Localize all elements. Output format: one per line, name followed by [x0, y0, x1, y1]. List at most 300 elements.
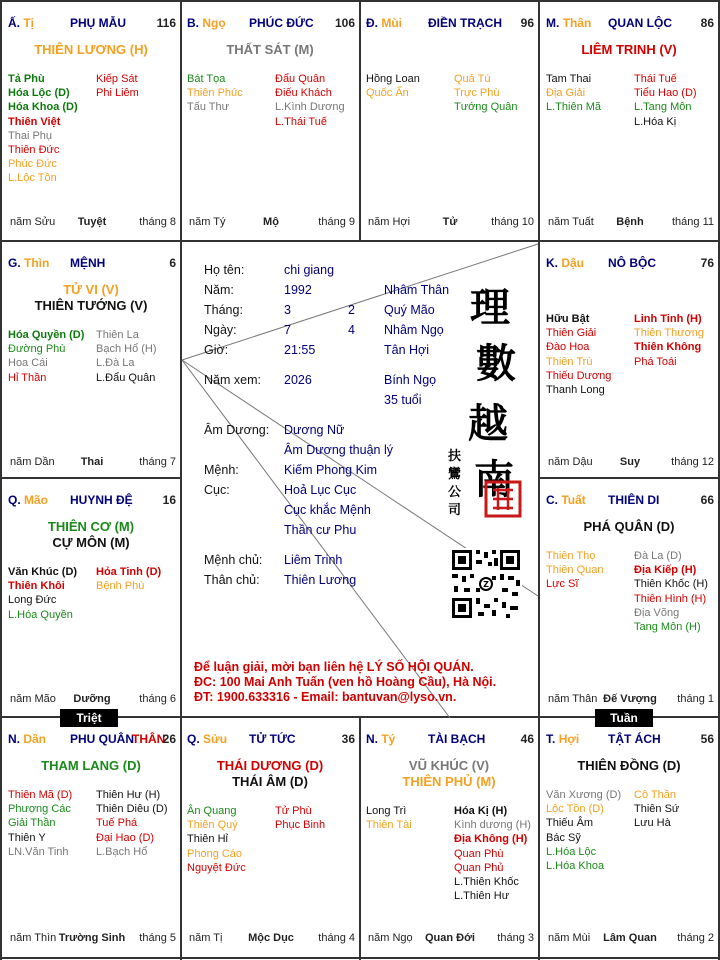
minor-star: Long Đức: [8, 594, 57, 607]
calligraphy-char: 南: [474, 456, 514, 503]
footer-year: năm Hợi: [368, 216, 411, 228]
minor-star: Hỏa Tinh (D): [96, 566, 162, 578]
minor-star: Hồng Loan: [366, 73, 420, 85]
minor-stars-left: [546, 788, 621, 873]
nam-value: 1992: [284, 283, 312, 297]
minor-stars-right: [454, 804, 531, 903]
calligraphy-char: 數: [476, 340, 516, 387]
minor-stars-left: [546, 549, 603, 592]
minor-star: Quan Phù: [454, 847, 504, 860]
gio-can-chi: Tân Hợi: [384, 343, 430, 357]
minor-star: Tang Môn (H): [634, 621, 701, 634]
minor-stars-right: [634, 788, 679, 831]
palace-branch: Ngọ: [202, 16, 226, 30]
minor-stars-right: [634, 549, 708, 634]
minor-star: Nguyệt Đức: [187, 861, 246, 874]
triet-badge: Triệt: [60, 709, 118, 727]
minor-star: Thiên Quý: [187, 819, 238, 832]
palace-age: 6: [169, 256, 176, 270]
palace-suu[interactable]: [181, 718, 359, 954]
palace-age: 86: [700, 16, 714, 30]
palace-footer: [546, 216, 714, 230]
gio-value: 21:55: [284, 343, 316, 357]
palace-header: [546, 16, 714, 30]
footer-year: năm Dậu: [548, 456, 593, 468]
minor-star: L.Hóa Kị: [634, 115, 677, 128]
ngay-can-chi: Nhâm Ngọ: [384, 323, 444, 337]
contact-line-1: Để luận giải, mời bạn liên hệ LÝ SỐ HỘI QUÁN.: [194, 660, 474, 674]
minor-star: Long Trì: [366, 805, 407, 817]
footer-year: năm Mão: [10, 693, 56, 705]
palace-location-prefix: B.: [187, 16, 199, 30]
footer-year: năm Sửu: [10, 216, 56, 228]
minor-star: Thiên Khốc (H): [634, 578, 708, 591]
thang-am: 2: [348, 303, 355, 317]
minor-star: Tả Phù: [8, 73, 45, 85]
main-stars: [181, 758, 359, 790]
footer-stage: Tử: [442, 216, 458, 228]
footer-year: năm Tuất: [548, 216, 594, 228]
cuc-note-2: Thần cư Phu: [284, 523, 357, 537]
tuoi-value: 35 tuổi: [384, 393, 422, 407]
palace-location: [546, 493, 586, 507]
palace-tuat[interactable]: [540, 479, 718, 715]
minor-star: Bệnh Phù: [96, 580, 145, 593]
palace-name: TẬT ÁCH: [608, 732, 661, 746]
minor-star: Tiểu Hao (D): [634, 87, 697, 100]
footer-stage: Bệnh: [616, 216, 644, 228]
palace-footer: [366, 932, 534, 946]
palace-branch: Sửu: [203, 732, 228, 746]
minor-star: Thái Tuế: [634, 73, 677, 85]
main-star: THAM LANG (D): [41, 758, 141, 773]
minor-stars-left: [8, 565, 77, 622]
minor-star: L.Thái Tuế: [275, 115, 327, 128]
palace-name: NÔ BỘC: [608, 256, 656, 270]
minor-star: Lưu Hà: [634, 817, 671, 830]
minor-star: Thiên Việt: [8, 115, 61, 128]
palace-branch: Tý: [381, 732, 396, 746]
footer-year: năm Thân: [548, 693, 598, 705]
palace-header: [8, 256, 176, 270]
minor-star: Thiên Hư (H): [96, 789, 161, 801]
minor-star: Bác Sỹ: [546, 831, 581, 844]
palace-location: [187, 16, 226, 30]
minor-star: Thiên Y: [8, 831, 46, 844]
minor-stars-left: [8, 788, 72, 859]
palace-footer: [546, 693, 714, 707]
palace-location: [8, 256, 49, 270]
palace-location-prefix: Ấ.: [8, 16, 20, 30]
minor-star: Thai Phụ: [8, 129, 53, 142]
main-stars: [2, 519, 180, 551]
palace-location: [366, 732, 395, 746]
main-star: THIÊN ĐỒNG (D): [577, 758, 681, 773]
main-stars: [540, 758, 718, 774]
minor-stars-left: [187, 72, 243, 115]
palace-footer: [8, 216, 176, 230]
minor-star: Văn Xương (D): [546, 789, 622, 801]
palace-footer: [8, 693, 176, 707]
main-star: TỬ VI (V): [63, 282, 119, 297]
palace-branch: Hợi: [558, 732, 580, 746]
minor-star: Địa Kiếp (H): [634, 564, 697, 577]
minor-stars-left: [187, 804, 246, 875]
palace-than[interactable]: [540, 2, 718, 238]
minor-star: L.Hóa Quyền: [8, 608, 73, 621]
nam-label: Năm:: [204, 283, 234, 297]
minor-star: L.Thiên Mã: [546, 101, 602, 114]
main-stars: [2, 758, 180, 774]
palace-branch: Tị: [23, 16, 35, 30]
minor-stars-left: [546, 312, 611, 397]
palace-branch: Mùi: [381, 16, 403, 30]
palace-age: 96: [520, 16, 534, 30]
footer-year: năm Dần: [10, 456, 55, 468]
palace-footer: [366, 216, 534, 230]
thang-label: Tháng:: [204, 303, 243, 317]
ho-ten-label: Họ tên:: [204, 263, 245, 277]
minor-star: Địa Võng: [634, 606, 680, 619]
palace-dan[interactable]: [2, 718, 180, 954]
footer-stage: Suy: [619, 456, 641, 468]
main-stars: [181, 42, 359, 58]
am-duong-value: Dương Nữ: [284, 423, 345, 437]
footer-year: năm Tý: [189, 216, 226, 228]
palace-location-prefix: Đ.: [366, 16, 378, 30]
palace-location-prefix: M.: [546, 16, 560, 30]
main-star: THIÊN CƠ (M): [47, 519, 135, 534]
footer-month: tháng 1: [677, 693, 714, 705]
main-star: CỰ MÔN (M): [52, 535, 130, 550]
ho-ten-value: chi giang: [284, 263, 335, 277]
than-marker: THÂN: [132, 732, 166, 746]
cuc-note-1: Cục khắc Mệnh: [284, 503, 371, 517]
minor-star: Tấu Thư: [187, 101, 230, 114]
minor-star: Hỉ Thần: [8, 371, 47, 384]
palace-name: TỬ TỨC: [249, 732, 296, 746]
minor-star: Thiên Thọ: [546, 550, 596, 562]
main-star: THẤT SÁT (M): [226, 42, 314, 57]
minor-star: Bạch Hổ (H): [96, 343, 157, 356]
minor-star: Kiếp Sát: [96, 73, 138, 85]
minor-star: Hóa Khoa (D): [8, 101, 78, 114]
minor-star: Thiên Mã (D): [8, 789, 73, 801]
minor-star: Thiên Không: [634, 341, 702, 354]
palace-branch: Thìn: [24, 256, 50, 270]
palace-mao[interactable]: [2, 479, 180, 715]
minor-star: Phượng Các: [8, 803, 71, 816]
cuc-label: Cục:: [204, 483, 230, 497]
menh-chu-value: Liêm Trinh: [284, 553, 343, 567]
footer-stage: Trường Sinh: [58, 932, 126, 944]
palace-header: [546, 732, 714, 746]
palace-header: [8, 732, 176, 746]
minor-star: Lộc Tồn (D): [546, 803, 604, 816]
palace-location-prefix: G.: [8, 256, 21, 270]
minor-stars-right: [96, 328, 157, 385]
minor-star: Hữu Bật: [546, 313, 590, 325]
qr-code[interactable]: [450, 548, 522, 620]
menh-label: Mệnh:: [204, 463, 239, 477]
palace-name: PHÚC ĐỨC: [249, 16, 314, 30]
main-star: THÁI ÂM (D): [232, 774, 308, 789]
palace-branch: Mão: [24, 493, 49, 507]
minor-star: Đường Phù: [8, 343, 66, 356]
footer-month: tháng 11: [671, 216, 714, 228]
palace-name: THIÊN DI: [608, 493, 660, 507]
minor-stars-left: [546, 72, 601, 115]
palace-age: 66: [700, 493, 714, 507]
minor-stars-left: [366, 72, 420, 100]
minor-star: L.Kình Dương: [275, 101, 345, 114]
ngay-duong: 7: [284, 323, 291, 337]
minor-star: Phi Liêm: [96, 87, 139, 100]
ngay-label: Ngày:: [204, 323, 237, 337]
palace-location-prefix: T.: [546, 732, 556, 746]
main-star: LIÊM TRINH (V): [581, 42, 677, 57]
minor-star: Thiên Hỉ: [187, 833, 228, 846]
main-stars: [2, 282, 180, 314]
seal-char: 司: [448, 503, 462, 518]
minor-star: Thiên Diêu (D): [96, 803, 168, 816]
palace-location-prefix: N.: [8, 732, 20, 746]
palace-name: QUAN LỘC: [608, 16, 672, 30]
minor-star: Địa Giải: [546, 87, 586, 100]
main-star: THIÊN PHỦ (M): [402, 774, 496, 789]
minor-star: Cô Thần: [634, 789, 676, 801]
footer-year: năm Mùi: [548, 932, 591, 944]
minor-star: Tử Phù: [275, 805, 312, 817]
footer-stage: Lâm Quan: [603, 932, 657, 944]
seal-char: 鸞: [448, 467, 462, 482]
minor-stars-left: [8, 72, 78, 186]
minor-star: Đào Hoa: [546, 341, 590, 354]
am-duong-note: Âm Dương thuận lý: [284, 443, 393, 457]
footer-month: tháng 8: [139, 216, 176, 228]
minor-star: LN.Văn Tinh: [8, 845, 69, 858]
footer-month: tháng 12: [671, 456, 714, 468]
minor-stars-left: [366, 804, 412, 832]
palace-location: [8, 732, 46, 746]
palace-name: PHỤ MẪU: [70, 16, 126, 30]
palace-age: 36: [341, 732, 355, 746]
main-star: THÁI DƯƠNG (D): [216, 758, 324, 773]
minor-star: Điếu Khách: [275, 87, 332, 100]
palace-header: [366, 16, 534, 30]
minor-star: Thiếu Dương: [546, 369, 612, 382]
main-stars: [2, 42, 180, 58]
minor-star: Giải Thần: [8, 817, 56, 830]
minor-stars-right: [634, 72, 697, 129]
footer-year: năm Tị: [189, 932, 223, 944]
palace-hoi[interactable]: [540, 718, 718, 954]
palace-ty[interactable]: [360, 718, 538, 954]
minor-star: L.Hóa Khoa: [546, 860, 605, 873]
palace-name: MỆNH: [70, 256, 106, 270]
palace-location: [546, 256, 584, 270]
minor-star: Ân Quang: [187, 805, 237, 817]
palace-header: [546, 256, 714, 270]
main-stars: [360, 758, 538, 790]
palace-location-prefix: C.: [546, 493, 558, 507]
palace-branch: Thân: [562, 16, 592, 30]
gio-label: Giờ:: [204, 343, 229, 357]
nam-xem-label: Năm xem:: [204, 373, 261, 387]
minor-star: Thiên Hình (H): [634, 592, 707, 605]
main-star: THIÊN LƯƠNG (H): [34, 42, 148, 57]
minor-stars-left: [8, 328, 84, 385]
minor-star: L.Bạch Hổ: [96, 845, 148, 858]
calligraphy-char: 越: [468, 400, 508, 447]
palace-age: 56: [700, 732, 714, 746]
palace-ti[interactable]: [2, 2, 180, 238]
ngay-am: 4: [348, 323, 355, 337]
minor-star: Trực Phù: [454, 87, 500, 100]
palace-location-prefix: K.: [546, 256, 558, 270]
palace-name: PHU QUÂN: [70, 732, 135, 746]
palace-location: [187, 732, 227, 746]
minor-star: Lực Sĩ: [546, 578, 579, 591]
palace-name: TÀI BẠCH: [428, 732, 486, 746]
minor-star: Thiên La: [96, 329, 139, 341]
palace-ngo[interactable]: [181, 2, 359, 238]
minor-star: Hóa Kị (H): [454, 805, 508, 817]
minor-star: L.Đẩu Quân: [96, 371, 156, 384]
palace-branch: Dậu: [561, 256, 585, 270]
minor-star: Thiên Tài: [366, 819, 412, 832]
menh-value: Kiếm Phong Kim: [284, 463, 378, 477]
minor-star: Phong Cáo: [187, 847, 243, 860]
minor-star: Quả Tú: [454, 73, 491, 85]
minor-star: Đại Hao (D): [96, 831, 155, 844]
palace-name: ĐIỀN TRẠCH: [428, 16, 502, 30]
palace-header: [8, 493, 176, 507]
minor-star: Hóa Quyền (D): [8, 329, 85, 341]
minor-star: Kình dương (H): [454, 819, 531, 832]
minor-star: Phúc Đức: [8, 158, 57, 171]
minor-star: Thiếu Âm: [546, 817, 594, 830]
calligraphy-char: 理: [470, 284, 510, 331]
than-chu-value: Thiên Lương: [284, 573, 357, 587]
center-info-panel: [180, 242, 536, 716]
minor-star: Thiên Giải: [546, 327, 597, 340]
main-stars: [540, 42, 718, 58]
minor-star: Quốc Ấn: [366, 87, 409, 100]
am-duong-label: Âm Dương:: [204, 423, 270, 437]
minor-star: Tuế Phá: [96, 817, 138, 830]
palace-location-prefix: Q.: [8, 493, 21, 507]
footer-year: năm Thìn: [10, 932, 57, 944]
footer-year: năm Ngọ: [368, 932, 413, 944]
palace-footer: [546, 932, 714, 946]
palace-age: 16: [162, 493, 176, 507]
minor-star: Phá Toái: [634, 355, 677, 368]
palace-branch: Tuất: [561, 493, 586, 507]
palace-location-prefix: Q.: [187, 732, 200, 746]
palace-location: [366, 16, 402, 30]
minor-star: Địa Không (H): [454, 833, 528, 846]
contact-line-3: ĐT: 1900.633316 - Email: bantuvan@lyso.vn.: [194, 690, 457, 704]
minor-star: Thiên Đức: [8, 144, 60, 157]
palace-header: [187, 16, 355, 30]
palace-location: [546, 732, 579, 746]
minor-star: Văn Khúc (D): [8, 566, 78, 578]
seal-small-text: [448, 448, 466, 520]
footer-month: tháng 4: [318, 932, 355, 944]
minor-star: L.Hóa Lộc: [546, 845, 597, 858]
minor-star: Hoa Cái: [8, 357, 48, 370]
minor-star: Thanh Long: [546, 384, 605, 397]
minor-star: Đà La (D): [634, 550, 682, 562]
palace-age: 76: [700, 256, 714, 270]
footer-stage: Mộc Dục: [248, 932, 294, 944]
menh-chu-label: Mệnh chủ:: [204, 553, 263, 567]
footer-month: tháng 5: [139, 932, 176, 944]
nam-can-chi: Nhâm Thân: [384, 283, 450, 297]
minor-star: Thiên Quan: [546, 564, 604, 577]
palace-thin[interactable]: [2, 242, 180, 478]
palace-age: 46: [520, 732, 534, 746]
palace-footer: [8, 456, 176, 470]
footer-month: tháng 9: [318, 216, 355, 228]
svg-text:Z: Z: [483, 580, 489, 589]
minor-stars-right: [96, 788, 168, 859]
palace-location: [8, 16, 34, 30]
palace-footer: [187, 216, 355, 230]
palace-name: HUYNH ĐỆ: [70, 493, 133, 507]
minor-star: Bát Tọa: [187, 73, 226, 85]
seal-char: 公: [448, 485, 462, 500]
minor-star: Phục Binh: [275, 819, 326, 832]
nam-xem-value: 2026: [284, 373, 312, 387]
footer-stage: Dưỡng: [73, 693, 111, 705]
palace-header: [187, 732, 355, 746]
minor-star: Thiên Khôi: [8, 580, 65, 593]
minor-star: Thiên Thương: [634, 327, 705, 340]
footer-month: tháng 2: [677, 932, 714, 944]
palace-dau[interactable]: [540, 242, 718, 478]
palace-location: [546, 16, 591, 30]
palace-mui[interactable]: [360, 2, 538, 238]
minor-star: L.Lộc Tồn: [8, 172, 57, 185]
footer-stage: Mộ: [263, 216, 279, 228]
cuc-value: Hoả Lục Cục: [284, 483, 357, 497]
minor-star: Hóa Lộc (D): [8, 87, 70, 100]
minor-star: Linh Tinh (H): [634, 313, 702, 325]
contact-line-2: ĐC: 100 Mai Anh Tuấn (ven hồ Hoàng Cầu), Hà Nội.: [194, 675, 497, 689]
palace-footer: [8, 932, 176, 946]
palace-age: 106: [334, 16, 355, 30]
minor-star: Thiên Trù: [546, 355, 593, 368]
footer-month: tháng 6: [139, 693, 176, 705]
footer-stage: Tuyệt: [77, 216, 107, 228]
minor-stars-right: [634, 312, 704, 369]
main-star: PHÁ QUÂN (D): [583, 519, 675, 534]
minor-star: Tam Thai: [546, 73, 592, 85]
palace-location-prefix: N.: [366, 732, 378, 746]
minor-star: L.Tang Môn: [634, 101, 692, 114]
palace-footer: [187, 932, 355, 946]
minor-stars-right: [275, 804, 325, 832]
palace-age: 26: [162, 732, 176, 746]
red-seal-stamp: [484, 480, 522, 518]
palace-age: 116: [156, 16, 176, 30]
footer-month: tháng 10: [491, 216, 534, 228]
than-chu-label: Thân chủ:: [204, 573, 260, 587]
minor-stars-right: [454, 72, 518, 115]
tuan-badge: Tuần: [595, 709, 653, 727]
